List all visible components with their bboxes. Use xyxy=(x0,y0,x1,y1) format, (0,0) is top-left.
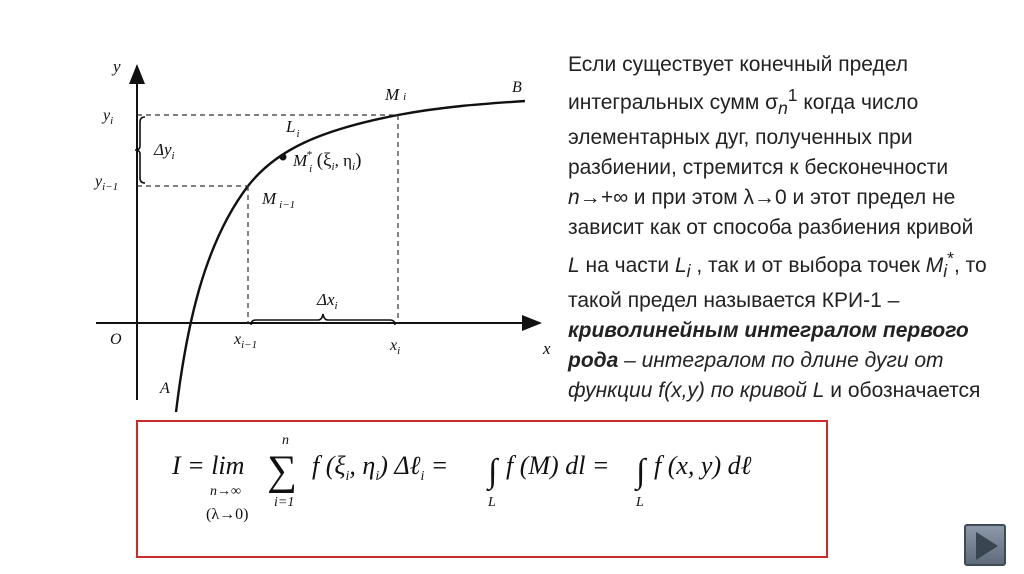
formula-int2-sign: ∫ xyxy=(636,453,646,490)
label-m-i1: M $_{i-1}$ xyxy=(262,189,296,211)
formula-box xyxy=(136,420,828,558)
formula-int1-body: f (M) dl = xyxy=(506,451,610,480)
formula-sum-top: n xyxy=(282,433,289,448)
origin-label: O xyxy=(110,331,122,348)
formula-sum-bottom: i=1 xyxy=(274,495,295,510)
label-x-i1: $x_{i-1}$ xyxy=(234,331,258,351)
y-axis-label: y xyxy=(113,57,121,76)
label-y-i1: $y_{i-1}$ xyxy=(95,173,119,193)
label-l-i: $L_i$ xyxy=(286,117,300,140)
label-dx: $\Delta x_i$ xyxy=(317,290,338,312)
formula-int2-body: f (x, y) dℓ xyxy=(654,451,752,480)
label-x-i: $x_i$ xyxy=(390,337,401,357)
point-b-label: B xyxy=(512,79,522,96)
x-axis-label: x xyxy=(543,339,551,358)
label-y-i: $y_i$ xyxy=(103,107,114,127)
formula-term: f ($\xi_i$, $\eta_i$) Δℓ$_i$ = xyxy=(312,451,448,484)
formula-int1-sub: L xyxy=(488,495,496,510)
formula-int2-sub: L xyxy=(636,495,644,510)
formula-int1-sign: ∫ xyxy=(488,453,498,490)
point-a-label: A xyxy=(160,380,170,397)
label-dy: $\Delta y_i$ xyxy=(154,140,175,162)
point-m-star xyxy=(280,154,287,161)
integral-formula xyxy=(138,422,826,556)
label-m-i: Mi xyxy=(385,85,407,104)
next-slide-button[interactable] xyxy=(964,524,1006,566)
formula-sum-sign: ∑ xyxy=(267,448,297,494)
definition-paragraph: Если существует конечный предел интегральных сумм $\sigma_n^1$ когда число элементарных дуг, полученных при разбиении, стремится к бесконечности n→+∞ и при этом λ→0 и этот предел не зависит как от способа разбиения кривой L на части $L_i$ , так и от выбора точек $M_i^*$, то такой предел называется КРИ-1 – криволинейным интегралом первого рода – интегралом по длине дуги от функции f(x,y) по кривой L и обозначается xyxy=(568,53,987,403)
formula-lhs: I = lim xyxy=(172,451,245,480)
play-triangle-icon xyxy=(976,532,998,560)
formula-lim-lambda: (λ→0) xyxy=(206,506,249,523)
curve-diagram xyxy=(0,0,560,430)
label-m-star: M $_i$* ($\xi_i$, $\eta_i$) xyxy=(293,149,362,175)
term-highlight: криволинейным интегралом первого рода xyxy=(568,319,969,373)
curve-ab xyxy=(176,101,525,412)
formula-lim-n: n→∞ xyxy=(210,484,241,499)
